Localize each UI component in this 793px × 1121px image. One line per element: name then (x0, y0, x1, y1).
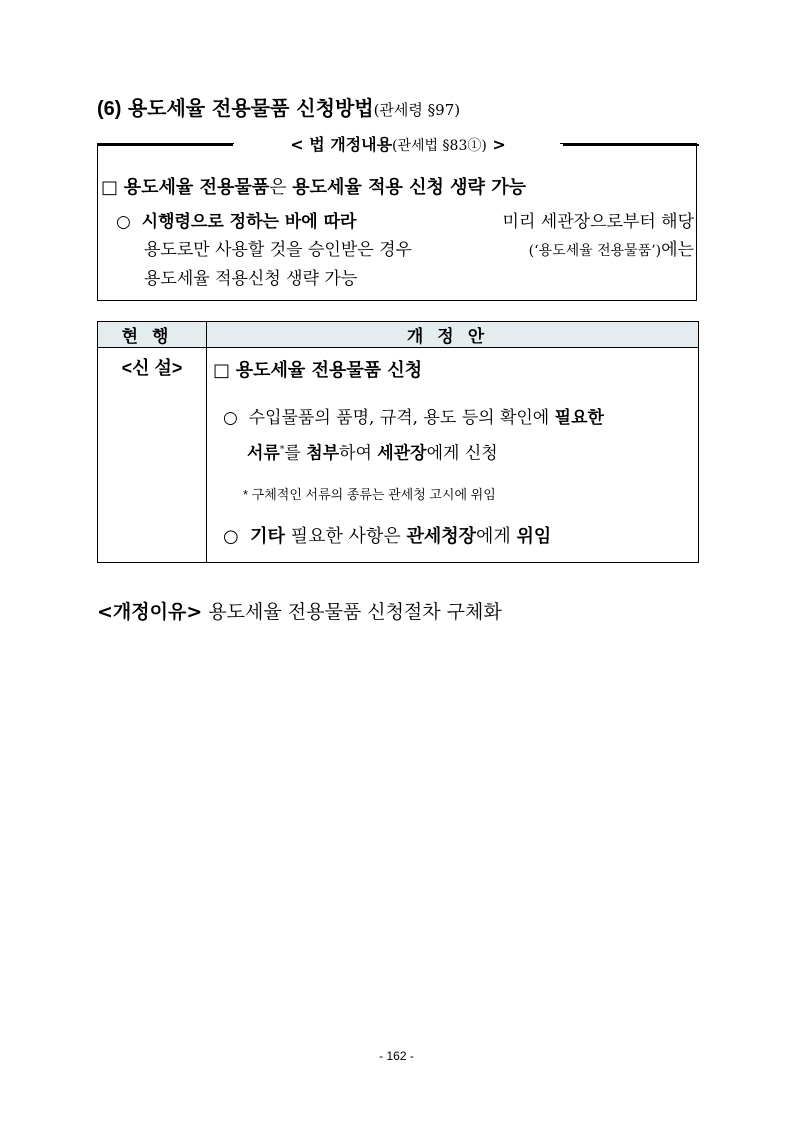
bullet-2-text-b: 에게 (476, 526, 517, 547)
detail-line-2 (116, 236, 694, 265)
amendment-summary (101, 173, 526, 199)
detail-line-3: 용도세율 적용신청 생략 가능 (144, 269, 358, 289)
summary-particle: 은 (269, 177, 293, 198)
checkbox-icon: □ (213, 360, 231, 381)
summary-predicate: 용도세율 적용 신청 생략 가능 (292, 177, 526, 198)
detail-line-2-paren: (‘용도세율 전용물품’) (528, 243, 662, 259)
reason-text: 용도세율 전용물품 신청절차 구체화 (208, 601, 502, 623)
current-cell: <신 설> (98, 348, 207, 563)
bullet-1-text-a: 수입물품의 품명, 규격, 용도 등의 확인에 (248, 408, 550, 428)
footnote-mark: * (279, 445, 285, 455)
bullet-circle-icon: ○ (223, 526, 239, 547)
summary-subject: 용도세율 전용물품 (123, 177, 270, 198)
table-header-row (98, 322, 699, 348)
bullet-1-text-c: 하여 (339, 443, 378, 464)
detail-line-1 (116, 208, 694, 236)
box-top-left (98, 143, 234, 144)
new-bullet-1 (223, 402, 604, 470)
section-title-text: 용도세율 전용물품 신청방법 (127, 96, 374, 120)
header-new: 개정안 (207, 322, 699, 348)
header-close-bracket: > (486, 135, 506, 154)
header-open-bracket: < (290, 135, 310, 154)
new-cell (207, 348, 699, 563)
reason-label: <개정이유> (97, 601, 203, 623)
comparison-table (97, 321, 699, 563)
new-heading (213, 356, 422, 382)
footnote: * 구체적인 서류의 종류는 관세청 고시에 위임 (243, 487, 496, 502)
detail-line-2-tail: 에는 (661, 240, 694, 260)
bullet-1-bold-c: 첨부 (306, 443, 340, 464)
detail-bold-text: 시행령으로 정하는 바에 따라 (141, 212, 357, 232)
bullet-2-bold-a: 기타 (250, 526, 285, 547)
page-number: - 162 - (379, 1049, 414, 1063)
box-top-right (560, 143, 696, 144)
checkbox-icon: □ (101, 177, 119, 198)
new-bullet-2 (223, 522, 551, 548)
bullet-2-bold-c: 위임 (516, 526, 552, 547)
section-number: (6) (97, 98, 122, 120)
bullet-1-bold-b: 서류 (247, 443, 280, 464)
table-row (98, 348, 699, 563)
detail-line-2-main: 용도로만 사용할 것을 승인받은 경우 (144, 240, 412, 260)
bullet-1-text-b: 를 (284, 443, 307, 464)
header-reference: (관세법 §83①) (392, 138, 487, 154)
bullet-1-bold-a: 필요한 (554, 408, 604, 428)
amendment-reason (97, 597, 502, 624)
header-label-text: 법 개정내용 (309, 135, 393, 154)
bullet-1-text-d: 에게 신청 (426, 443, 498, 464)
bullet-1-bold-d: 세관장 (377, 443, 427, 464)
bullet-2-text-a: 필요한 사항은 (284, 526, 407, 547)
header-current: 현행 (98, 322, 207, 348)
new-heading-text: 용도세율 전용물품 신청 (235, 360, 423, 381)
bullet-circle-icon: ○ (116, 212, 131, 232)
bullet-circle-icon: ○ (223, 408, 238, 428)
section-reference: (관세령 §97) (373, 101, 461, 119)
section-title (97, 92, 460, 121)
detail-line-1-rest: 미리 세관장으로부터 해당 (502, 212, 694, 232)
amendment-detail (116, 208, 694, 293)
bullet-2-bold-b: 관세청장 (406, 526, 477, 547)
